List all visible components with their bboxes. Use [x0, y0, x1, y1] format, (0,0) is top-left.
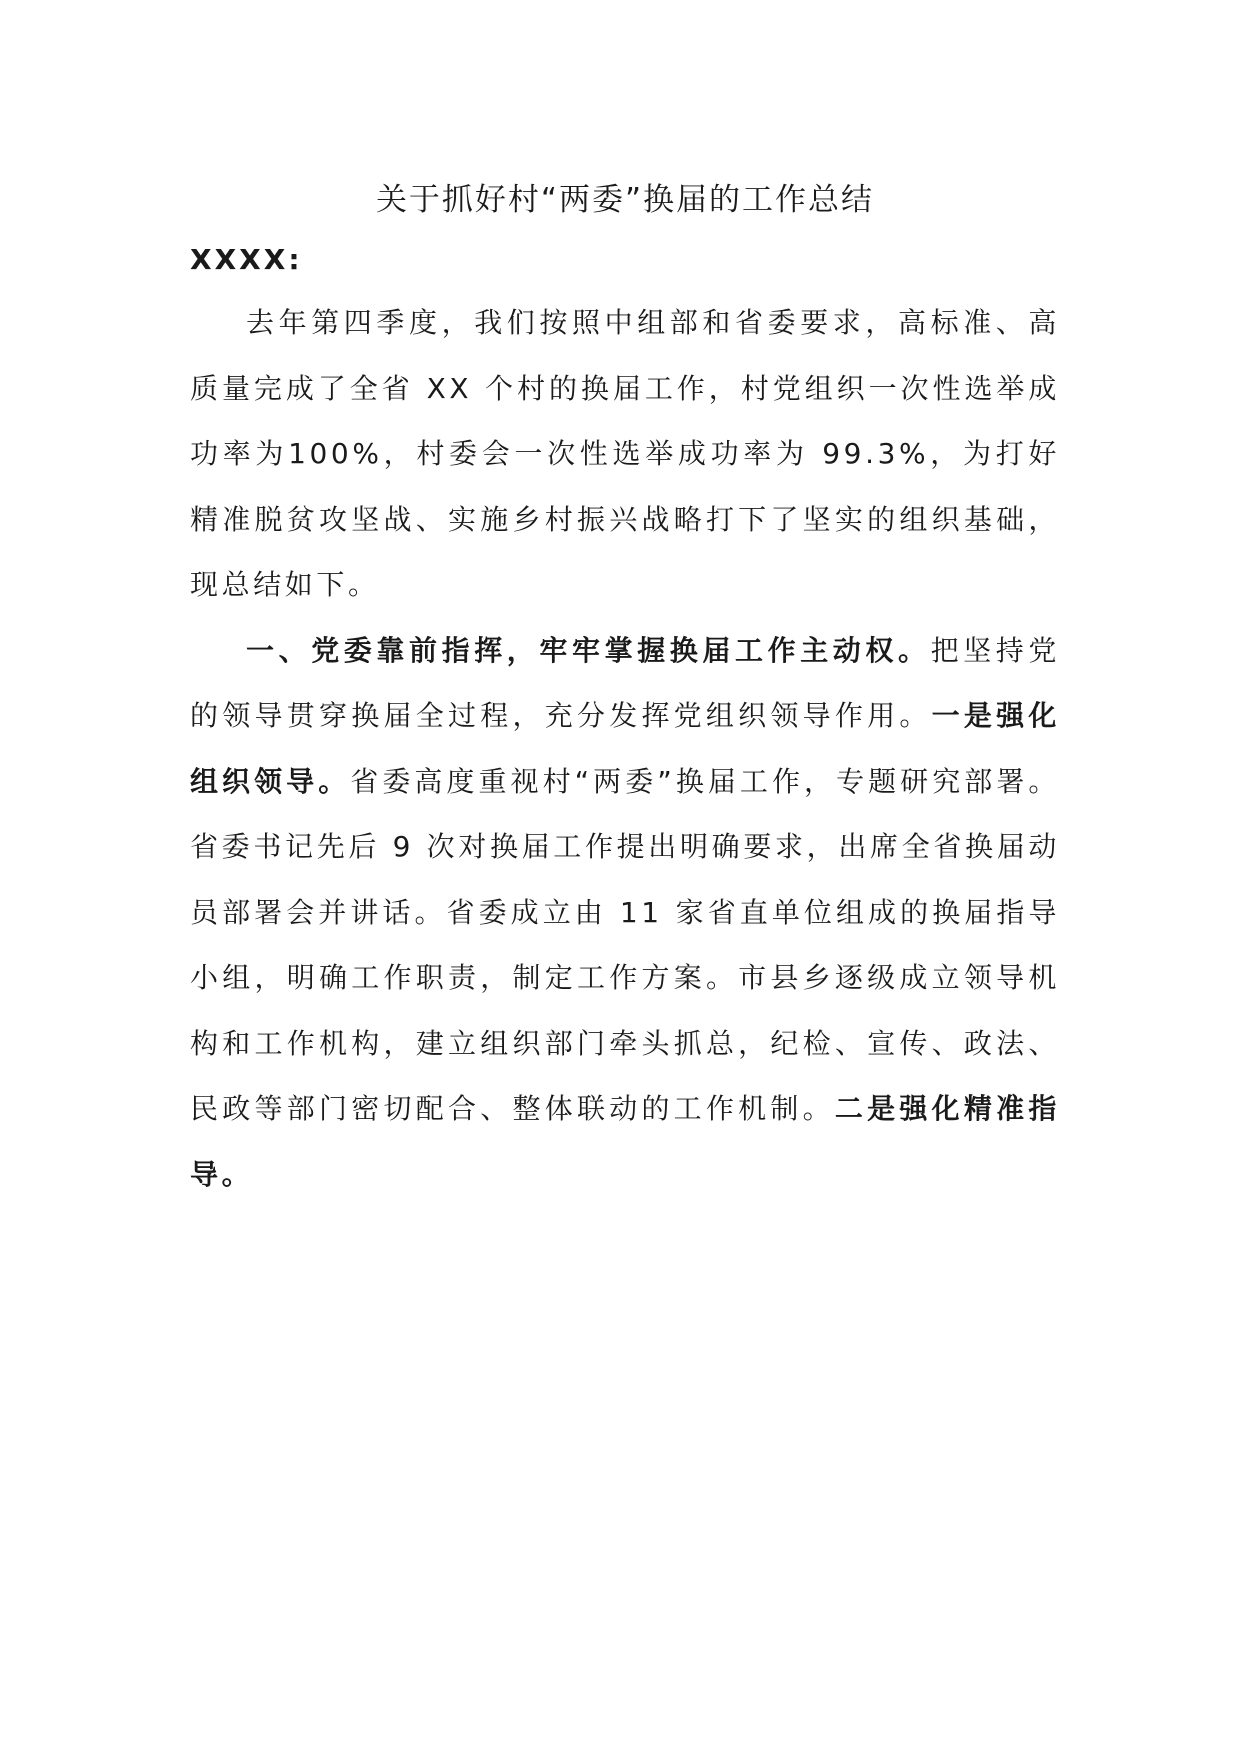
document-title: 关于抓好村“两委”换届的工作总结 — [375, 182, 875, 218]
section-heading: 一、党委靠前指挥，牢牢掌握换届工作主动权。 — [246, 633, 931, 667]
point-heading: 一是强化组织领导。 — [190, 699, 1060, 798]
point-heading: 二是强化精准指导。 — [190, 1092, 1060, 1191]
paragraph-text: 省委高度重视村“两委”换届工作，专题研究部署。省委书记先后 9 次对换届工作提出明确要求，出席全省换届动员部署会并讲话。省委成立由 11 家省直单位组成的换届指导小组，明确工作职责，制定工作方案。市县乡逐级成立领导机构和工作机构，建立组织部门牵头抓总，纪检、宣传、政法、民政等部门密切配合、整体联动的工作机制。 — [190, 764, 1060, 1125]
salutation: XXXX: — [190, 243, 303, 276]
paragraph-section-one — [190, 618, 1060, 1208]
paragraph-intro: 去年第四季度，我们按照中组部和省委要求，高标准、高质量完成了全省 XX 个村的换届工作，村党组织一次性选举成功率为100%，村委会一次性选举成功率为 99.3%，为打好精准脱贫攻坚战、实施乡村振兴战略打下了坚实的组织基础，现总结如下。 — [190, 306, 1060, 601]
paragraph-text: 把坚持党的领导贯穿换届全过程，充分发挥党组织领导作用。 — [190, 633, 1060, 732]
document-page — [190, 170, 1060, 1207]
